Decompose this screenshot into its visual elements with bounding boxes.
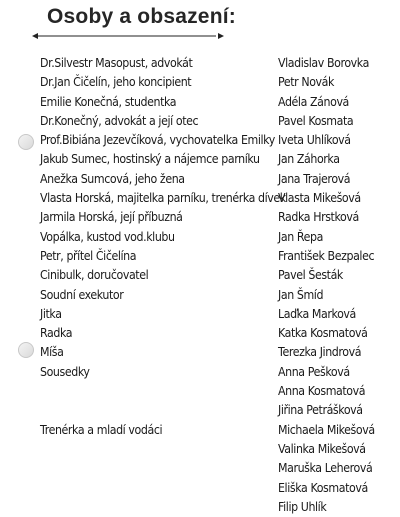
role-entry: Dr.Konečný, advokát a její otec [40, 113, 199, 128]
cast-entry: Jiřina Petrášková [278, 403, 363, 418]
role-entry: Trenérka a mladí vodáci [40, 422, 163, 437]
cast-entry: Jana Trajerová [278, 171, 351, 186]
binder-hole-bottom [18, 342, 34, 358]
role-entry: Dr.Jan Čičelín, jeho koncipient [40, 75, 192, 90]
role-entry: Jakub Sumec, hostinský a nájemce parníku [40, 152, 260, 167]
role-entry: Sousedky [40, 364, 90, 379]
role-entry: Cinibulk, doručovatel [40, 268, 149, 283]
cast-entry: Jan Šmíd [278, 287, 324, 302]
role-entry: Emilie Konečná, studentka [40, 94, 177, 109]
roles-column [40, 54, 286, 440]
cast-entry: Anna Pešková [278, 364, 350, 379]
cast-entry: Iveta Uhlíková [278, 133, 351, 148]
cast-entry: Vladislav Borovka [278, 56, 369, 70]
role-entry: Jarmila Horská, její příbuzná [40, 210, 183, 225]
page-title: Osoby a obsazení: [47, 5, 236, 28]
role-entry: Dr.Silvestr Masopust, advokát [40, 56, 193, 70]
role-entry [40, 401, 253, 420]
binder-hole-top [18, 134, 34, 150]
role-entry: Míša [40, 345, 64, 360]
cast-entry: Adéla Zánová [278, 94, 349, 109]
cast-entry: Katka Kosmatová [278, 326, 368, 341]
cast-entry: František Bezpalec [278, 248, 375, 263]
cast-entry: Eliška Kosmatová [278, 480, 368, 495]
role-entry: Jitka [40, 306, 62, 321]
role-entry: Petr, přítel Čičelína [40, 248, 137, 263]
title-underline-ornament [28, 30, 228, 42]
cast-entry: Vlasta Mikešová [278, 191, 361, 206]
role-entry: Prof.Bibiána Jezevčíková, vychovatelka Emilky [40, 133, 275, 148]
cast-entry: Filip Uhlík [278, 499, 327, 514]
cast-entry: Petr Novák [278, 75, 335, 90]
cast-entry: Pavel Kosmata [278, 113, 354, 128]
cast-entry: Michaela Mikešová [278, 422, 375, 437]
role-entry: Anežka Sumcová, jeho žena [40, 171, 185, 186]
role-entry [40, 382, 253, 401]
cast-entry: Jan Záhorka [278, 152, 340, 167]
role-entry: Vlasta Horská, majitelka parníku, trenérka dívek [40, 191, 286, 206]
cast-entry: Valinka Mikešová [278, 441, 366, 456]
role-entry: Soudní exekutor [40, 287, 124, 302]
cast-entry: Jan Řepa [278, 229, 323, 244]
cast-entry: Anna Kosmatová [278, 384, 366, 399]
role-entry: Radka [40, 326, 73, 341]
cast-column [278, 54, 396, 517]
role-entry: Vopálka, kustod vod.klubu [40, 229, 175, 244]
cast-entry: Laďka Marková [278, 306, 356, 321]
cast-entry: Radka Hrstková [278, 210, 359, 225]
cast-entry: Terezka Jindrová [278, 345, 362, 360]
cast-entry: Pavel Šesták [278, 268, 343, 283]
cast-entry: Maruška Leherová [278, 461, 373, 476]
